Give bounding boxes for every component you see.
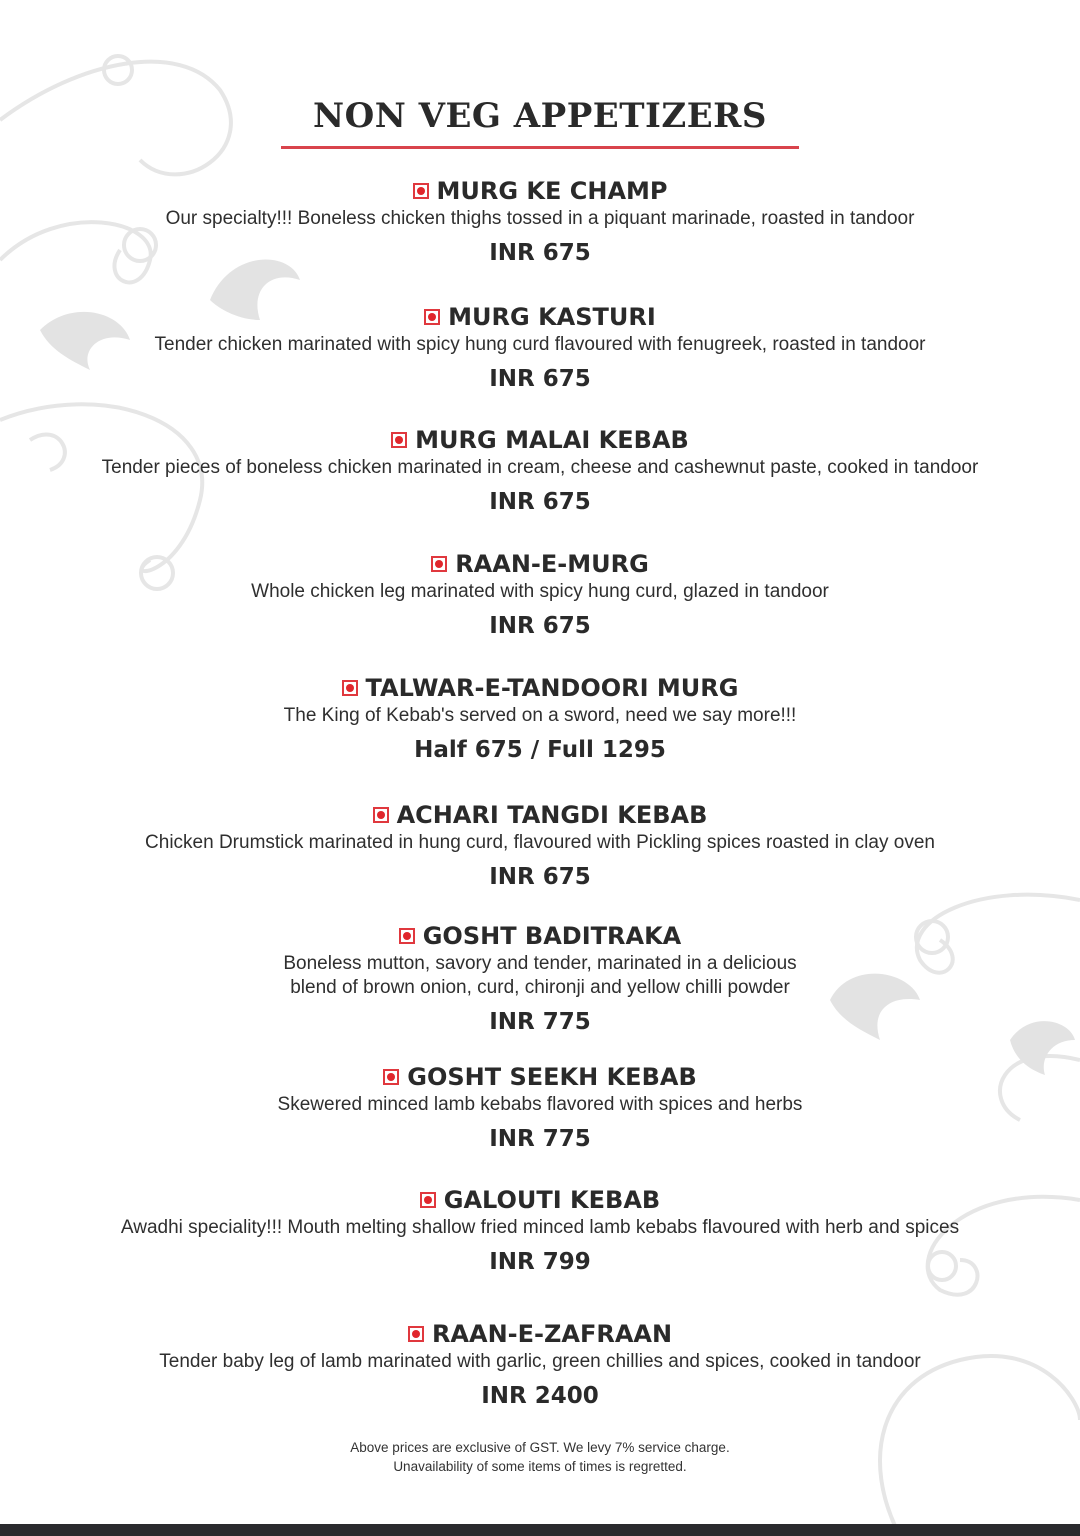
footer-line-2: Unavailability of some items of times is regretted. (393, 1459, 687, 1474)
item-name-row (413, 177, 668, 205)
item-description: Whole chicken leg marinated with spicy hung curd, glazed in tandoor (251, 581, 829, 602)
non-veg-icon (399, 928, 415, 944)
item-name: GOSHT SEEKH KEBAB (407, 1063, 697, 1091)
item-price: INR 775 (489, 1009, 591, 1035)
menu-item (0, 922, 1080, 1036)
menu-item (0, 550, 1080, 640)
item-description: Chicken Drumstick marinated in hung curd, flavoured with Pickling spices roasted in clay oven (145, 832, 935, 853)
footer-line-1: Above prices are exclusive of GST. We levy 7% service charge. (350, 1440, 730, 1455)
non-veg-icon (424, 309, 440, 325)
non-veg-icon (413, 183, 429, 199)
item-name-row (408, 1320, 672, 1348)
bottom-bar (0, 1524, 1080, 1536)
item-price: INR 675 (489, 489, 591, 515)
item-name-row (373, 801, 708, 829)
non-veg-icon (383, 1069, 399, 1085)
non-veg-icon (420, 1192, 436, 1208)
item-name: GALOUTI KEBAB (443, 1186, 661, 1214)
menu-item (0, 674, 1080, 764)
item-name: MURG KE CHAMP (436, 177, 668, 205)
item-description: Boneless mutton, savory and tender, marinated in a delicious (283, 953, 797, 974)
item-name-row (431, 550, 649, 578)
item-name: RAAN-E-ZAFRAAN (431, 1320, 673, 1348)
item-price: INR 675 (489, 240, 591, 266)
item-price: INR 775 (489, 1126, 591, 1152)
item-price: INR 675 (489, 366, 591, 392)
item-price: INR 675 (489, 613, 591, 639)
item-price: Half 675 / Full 1295 (414, 737, 666, 763)
non-veg-icon (391, 432, 407, 448)
menu-item (0, 1186, 1080, 1276)
non-veg-icon (408, 1326, 424, 1342)
item-name: RAAN-E-MURG (455, 550, 649, 578)
non-veg-icon (373, 807, 389, 823)
item-description: blend of brown onion, curd, chironji and yellow chilli powder (290, 977, 790, 998)
item-description: Awadhi speciality!!! Mouth melting shallow fried minced lamb kebabs flavoured with herb and spices (120, 1217, 960, 1238)
menu-item (0, 1320, 1080, 1410)
title-underline (281, 146, 799, 149)
item-name-row (424, 303, 656, 331)
item-description: Skewered minced lamb kebabs flavored with spices and herbs (277, 1094, 803, 1115)
item-name-row (391, 426, 689, 454)
item-name-row (383, 1063, 696, 1091)
item-description: Tender pieces of boneless chicken marinated in cream, cheese and cashewnut paste, cooked in tandoor (101, 457, 979, 478)
menu-item (0, 1063, 1080, 1153)
item-name-row (420, 1186, 660, 1214)
non-veg-icon (342, 680, 358, 696)
item-name-row (399, 922, 682, 950)
item-price: INR 2400 (481, 1383, 599, 1409)
item-name: MURG MALAI KEBAB (415, 426, 689, 454)
item-name: GOSHT BADITRAKA (422, 922, 682, 950)
menu-item (0, 801, 1080, 891)
item-name: TALWAR-E-TANDOORI MURG (365, 674, 739, 702)
item-description: Tender baby leg of lamb marinated with garlic, green chillies and spices, cooked in tandoor (159, 1351, 921, 1372)
item-description: The King of Kebab's served on a sword, need we say more!!! (283, 705, 797, 726)
menu-item (0, 426, 1080, 516)
item-name: ACHARI TANGDI KEBAB (396, 801, 708, 829)
item-name: MURG KASTURI (448, 303, 656, 331)
item-price: INR 799 (489, 1249, 591, 1275)
page-title: NON VEG APPETIZERS (313, 96, 767, 136)
item-description: Our specialty!!! Boneless chicken thighs tossed in a piquant marinade, roasted in tandoor (165, 208, 915, 229)
non-veg-icon (431, 556, 447, 572)
menu-item (0, 177, 1080, 267)
item-description: Tender chicken marinated with spicy hung curd flavoured with fenugreek, roasted in tandoor (154, 334, 926, 355)
footer-note (0, 1438, 1080, 1476)
item-price: INR 675 (489, 864, 591, 890)
menu-item (0, 303, 1080, 393)
item-name-row (342, 674, 739, 702)
